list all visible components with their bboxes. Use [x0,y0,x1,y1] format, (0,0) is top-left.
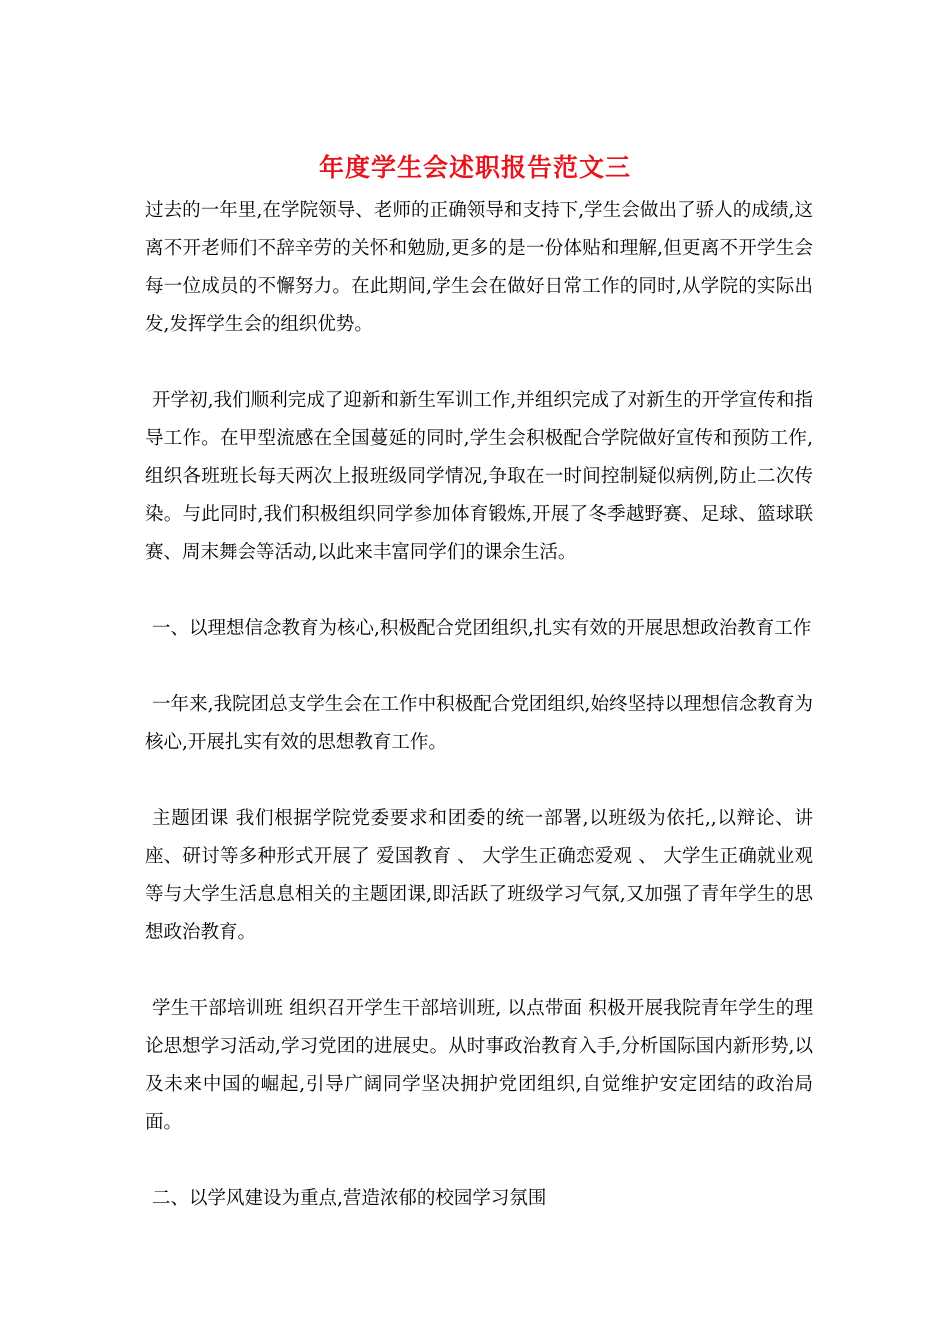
paragraph-theme-lessons: 主题团课 我们根据学院党委要求和团委的统一部署,以班级为依托,,以辩论、讲座、研讨等多种形式开展了 爱国教育 、 大学生正确恋爱观 、 大学生正确就业观 等与大学生活息息相关的主题团课,即活跃了班级学习气氛,又加强了青年学生的思想政治教育。 [145,808,813,943]
paragraph-gap [145,1142,813,1180]
section-heading-1: 一、以理想信念教育为核心,积极配合党团组织,扎实有效的开展思想政治教育工作 [152,618,812,639]
paragraph-gap [145,648,813,686]
document-title: 年度学生会述职报告范文三 [318,153,631,182]
paragraph-gap [145,762,813,800]
paragraph-gap [145,572,813,610]
document-body [145,192,813,1218]
paragraph-cadre-training: 学生干部培训班 组织召开学生干部培训班, 以点带面 积极开展我院青年学生的理论思想学习活动,学习党团的进展史。从时事政治教育入手,分析国际国内新形势,以及未来中国的崛起,引导广阔同学坚决拥护党团组织,自觉维护安定团结的政治局面。 [145,998,813,1133]
paragraph-gap [145,344,813,382]
paragraph-ideology: 一年来,我院团总支学生会在工作中积极配合党团组织,始终坚持以理想信念教育为核心,开展扎实有效的思想教育工作。 [145,694,813,753]
paragraph-intro: 过去的一年里,在学院领导、老师的正确领导和支持下,学生会做出了骄人的成绩,这离不开老师们不辞辛劳的关怀和勉励,更多的是一份体贴和理解,但更离不开学生会每一位成员的不懈努力。在此期间,学生会在做好日常工作的同时,从学院的实际出发,发挥学生会的组织优势。 [145,200,813,335]
paragraph-gap [145,952,813,990]
section-heading-2: 二、以学风建设为重点,营造浓郁的校园学习氛围 [152,1188,547,1209]
paragraph-semester-start: 开学初,我们顺利完成了迎新和新生军训工作,并组织完成了对新生的开学宣传和指导工作。在甲型流感在全国蔓延的同时,学生会积极配合学院做好宣传和预防工作,组织各班班长每天两次上报班级同学情况,争取在一时间控制疑似病例,防止二次传染。与此同时,我们积极组织同学参加体育锻炼,开展了冬季越野赛、足球、篮球联赛、周末舞会等活动,以此来丰富同学们的课余生活。 [145,390,813,563]
